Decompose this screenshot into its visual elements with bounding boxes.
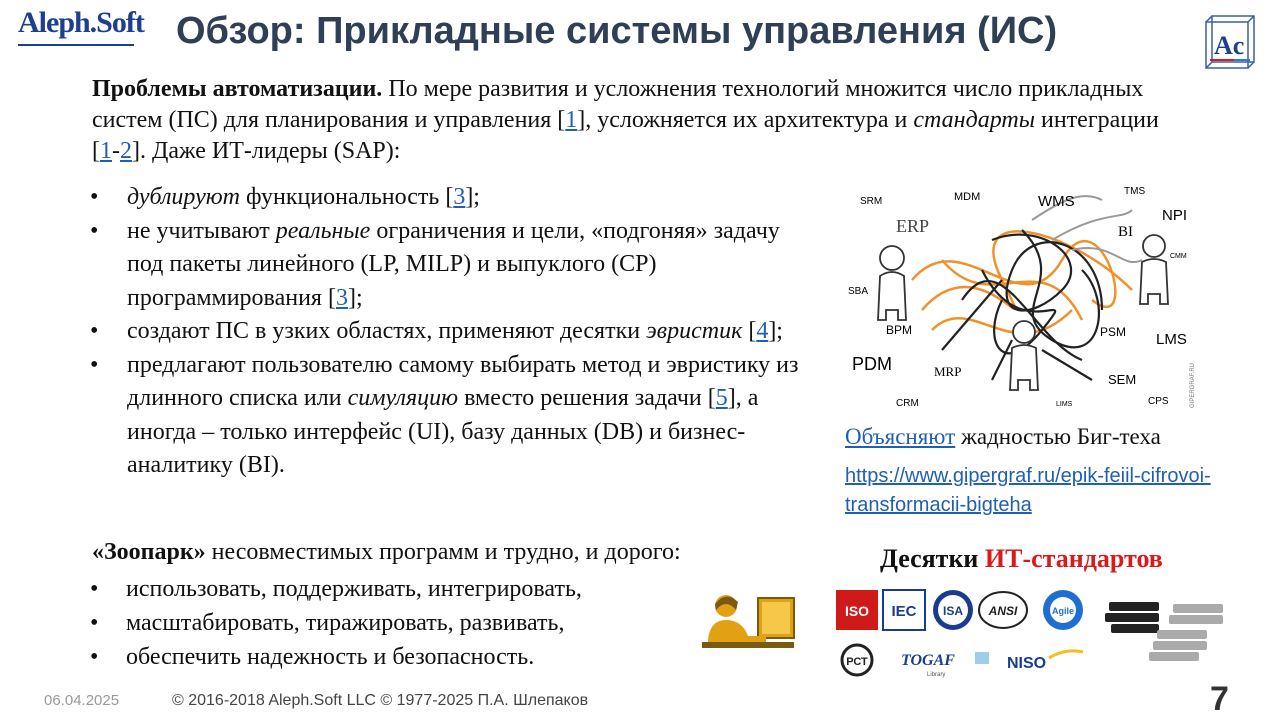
intro-text-1: По мере развития и усложнения технологий множится число прикладных систем (ПС) для планирования и управления [ — [92, 76, 1144, 133]
list-item — [90, 181, 820, 215]
zoo-bold: «Зоопарк» — [92, 539, 206, 565]
office-worker-icon — [698, 590, 798, 660]
svg-text:Agile: Agile — [1051, 606, 1075, 616]
list-item: • масштабировать, тиражировать, развивать, — [90, 606, 690, 640]
iso-logo — [836, 590, 878, 630]
standards-pre: Десятки — [880, 544, 985, 573]
ref-link-1[interactable]: 1 — [565, 107, 578, 133]
zoo-heading — [92, 539, 681, 566]
standards-logos — [835, 588, 1235, 680]
item-text: [ — [742, 318, 757, 344]
diagram-label-srm: SRM — [860, 196, 883, 207]
ref-link-4[interactable]: 4 — [756, 318, 769, 344]
source-url-link[interactable]: https://www.gipergraf.ru/epik-feiil-cifrovoi-transformacii-bigteha — [845, 465, 1211, 516]
diagram-label-pdm: PDM — [852, 354, 892, 374]
item-pre: создают ПС в узких областях, применяют десятки — [127, 318, 647, 344]
diagram-label-tms: TMS — [1124, 186, 1146, 197]
iec-logo — [883, 590, 925, 630]
diagram-label-mdm: MDM — [954, 191, 981, 203]
item-italic: симуляцию — [347, 385, 459, 411]
list-item: • использовать, поддерживать, интегрировать, — [90, 572, 690, 606]
brand-underline — [18, 44, 134, 46]
intro-text-2: ], усложняется их архитектура и — [577, 107, 914, 133]
list-item — [90, 215, 820, 316]
diagram-label-cmm: CMM — [1170, 253, 1187, 260]
caption-text: жадностью Биг-теха — [955, 424, 1161, 449]
explain-link[interactable]: Объясняют — [845, 424, 956, 449]
ref-link-3b[interactable]: 3 — [335, 284, 348, 311]
footer-copyright: © 2016-2018 Aleph.Soft LLC © 1977-2025 П.А. Шлепаков — [172, 692, 589, 709]
diagram-label-sem: SEM — [1108, 372, 1137, 387]
diagram-label-npi: NPI — [1162, 207, 1188, 224]
standards-heading — [880, 544, 1163, 574]
diagram-label-wms: WMS — [1038, 193, 1075, 210]
intro-lead: Проблемы автоматизации. — [92, 76, 383, 102]
zoo-text: несовместимых программ и трудно, и дорого: — [205, 539, 681, 565]
diagram-caption — [845, 424, 1161, 450]
item-end: ]; — [465, 184, 480, 210]
brand-logo-text: Aleph.Soft — [18, 6, 144, 39]
item-pre: предлагают пользователю самому выбирать метод и эвристику из длинного списка или — [127, 351, 799, 411]
footer-date: 06.04.2025 — [44, 692, 120, 709]
ref-link-5[interactable]: 5 — [715, 385, 728, 411]
diagram-label-bpm: BPM — [886, 323, 913, 337]
svg-text:ANSI: ANSI — [988, 604, 1018, 618]
svg-text:IEC: IEC — [891, 603, 917, 620]
diagram-label-mrp: MRP — [934, 364, 962, 379]
item-text: ограничения и цели, «подгоняя» задачу под пакеты линейного (LP, MILP) и выпуклого (CP) программирования [ — [127, 217, 780, 311]
list-item: • обеспечить надежность и безопасность. — [90, 640, 690, 674]
diagram-label-psm: PSM — [1100, 325, 1127, 339]
intro-text-3: интеграции [ — [92, 107, 1159, 164]
item-italic: реальные — [275, 217, 371, 244]
aleph-cube-logo — [1204, 14, 1256, 72]
svg-text:ISO: ISO — [844, 603, 870, 619]
diagram-label-crm: CRM — [896, 398, 919, 409]
item-italic: эвристик — [646, 318, 743, 344]
list-item — [90, 349, 820, 483]
diagram-watermark: GIPERGRAF.RU — [1190, 362, 1196, 408]
niso-logo — [1007, 651, 1083, 672]
list-item — [90, 315, 820, 349]
standards-red: ИТ-стандартов — [984, 544, 1163, 573]
ref-link-2[interactable]: 2 — [120, 138, 132, 164]
ref-link-3[interactable]: 3 — [453, 184, 466, 210]
isa-logo — [933, 590, 973, 630]
gost-logo — [842, 645, 872, 675]
diagram-label-bi: BI — [1118, 224, 1133, 240]
item-end: ]; — [347, 284, 363, 311]
logo-letters: Ac — [1214, 31, 1245, 60]
slide-title: Обзор: Прикладные системы управления (ИС) — [176, 10, 1058, 52]
diagram-label-lims: LIMS — [1056, 401, 1073, 408]
systems-spaghetti-diagram — [842, 180, 1202, 412]
item-text: вместо решения задачи [ — [458, 385, 716, 411]
intro-paragraph — [92, 74, 1172, 167]
togaf-logo — [901, 652, 989, 678]
page-number: 7 — [1210, 680, 1229, 718]
ansi-logo — [979, 592, 1027, 628]
item-end: ]; — [768, 318, 783, 344]
diagram-label-sba: SBA — [848, 286, 869, 297]
intro-dash: - — [112, 138, 120, 164]
svg-text:NISO: NISO — [1007, 655, 1047, 672]
item-italic: дублируют — [127, 184, 241, 210]
svg-text:ISA: ISA — [942, 604, 964, 618]
svg-text:TOGAF: TOGAF — [901, 652, 955, 669]
ref-link-1b[interactable]: 1 — [100, 138, 112, 164]
svg-text:РСТ: РСТ — [846, 656, 868, 668]
item-text: функциональность [ — [240, 184, 454, 210]
diagram-label-lms: LMS — [1156, 331, 1187, 348]
agile-logo — [1043, 590, 1083, 630]
item-end: ], а иногда – только интерфейс (UI), базу данных (DB) и бизнес-аналитику (BI). — [127, 385, 759, 478]
diagram-label-erp: ERP — [896, 216, 930, 236]
diagram-label-cps: CPS — [1148, 396, 1169, 407]
zoo-list — [90, 572, 690, 674]
intro-italic-standards: стандарты — [913, 107, 1035, 133]
books-icon — [1105, 602, 1223, 661]
item-pre: не учитывают — [127, 217, 276, 244]
svg-text:Library: Library — [927, 672, 946, 678]
intro-text-4: ]. Даже ИТ-лидеры (SAP): — [132, 138, 401, 164]
problems-list — [90, 181, 820, 483]
